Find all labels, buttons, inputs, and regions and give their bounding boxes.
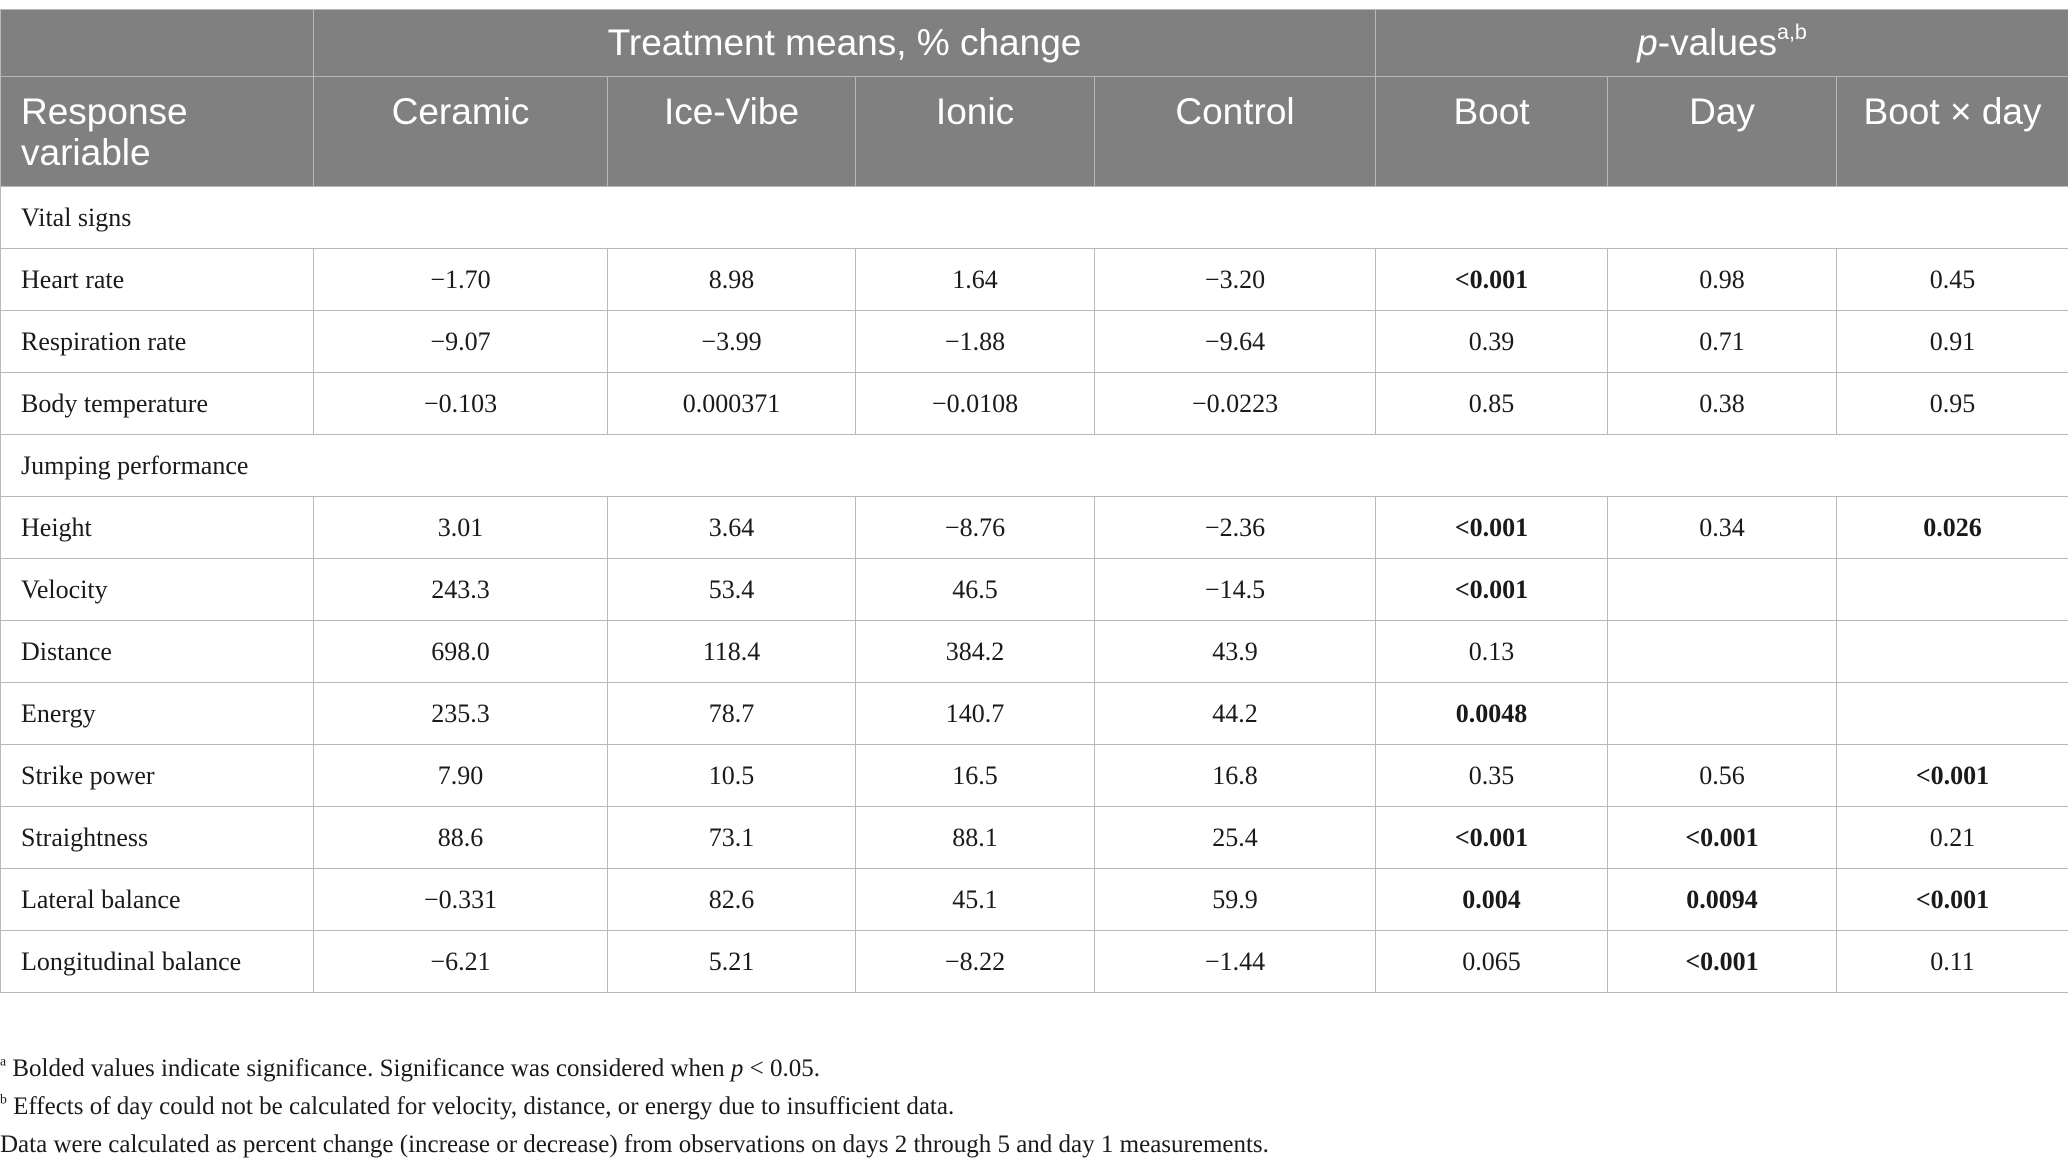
ceramic-cell: −9.07 xyxy=(314,311,608,373)
table-body xyxy=(1,187,2068,993)
section-row xyxy=(1,187,2068,249)
table-row xyxy=(1,931,2068,993)
col-boot-x-day: Boot × day xyxy=(1837,77,2068,187)
boot-x-day-p-cell: <0.001 xyxy=(1837,869,2068,931)
boot-p-cell: 0.39 xyxy=(1376,311,1608,373)
response-variable-cell: Heart rate xyxy=(1,249,314,311)
ionic-cell: −1.88 xyxy=(856,311,1095,373)
p-values-superscript: a,b xyxy=(1777,19,1807,44)
control-cell: −14.5 xyxy=(1095,559,1376,621)
boot-p-cell: 0.35 xyxy=(1376,745,1608,807)
footnote-a-text-1: Bolded values indicate significance. Significance was considered when xyxy=(6,1055,731,1082)
ionic-cell: 16.5 xyxy=(856,745,1095,807)
ionic-cell: 45.1 xyxy=(856,869,1095,931)
table-row xyxy=(1,497,2068,559)
control-cell: 25.4 xyxy=(1095,807,1376,869)
control-cell: 59.9 xyxy=(1095,869,1376,931)
table-row xyxy=(1,621,2068,683)
col-control: Control xyxy=(1095,77,1376,187)
day-p-cell: <0.001 xyxy=(1608,931,1837,993)
footnote-b xyxy=(0,1088,2068,1126)
table-row xyxy=(1,373,2068,435)
footnote-a-text-2: < 0.05. xyxy=(743,1055,820,1082)
ionic-cell: −0.0108 xyxy=(856,373,1095,435)
ionic-cell: −8.76 xyxy=(856,497,1095,559)
footnote-data-note: Data were calculated as percent change (increase or decrease) from observations on days 2 through 5 and day 1 measurements. xyxy=(0,1131,1269,1158)
section-row xyxy=(1,435,2068,497)
section-title: Jumping performance xyxy=(1,435,2068,497)
col-response-variable: Response variable xyxy=(1,77,314,187)
ionic-cell: 46.5 xyxy=(856,559,1095,621)
control-cell: 16.8 xyxy=(1095,745,1376,807)
response-variable-cell: Energy xyxy=(1,683,314,745)
control-cell: −1.44 xyxy=(1095,931,1376,993)
boot-x-day-p-cell: 0.11 xyxy=(1837,931,2068,993)
day-p-cell: 0.0094 xyxy=(1608,869,1837,931)
ionic-cell: 384.2 xyxy=(856,621,1095,683)
day-p-cell: 0.34 xyxy=(1608,497,1837,559)
response-variable-cell: Velocity xyxy=(1,559,314,621)
boot-p-cell: <0.001 xyxy=(1376,249,1608,311)
ice-vibe-cell: 73.1 xyxy=(608,807,856,869)
ionic-cell: 1.64 xyxy=(856,249,1095,311)
response-variable-cell: Distance xyxy=(1,621,314,683)
day-p-cell: 0.98 xyxy=(1608,249,1837,311)
boot-x-day-p-cell: <0.001 xyxy=(1837,745,2068,807)
day-p-cell: 0.71 xyxy=(1608,311,1837,373)
table-row xyxy=(1,249,2068,311)
ice-vibe-cell: 0.000371 xyxy=(608,373,856,435)
ceramic-cell: 243.3 xyxy=(314,559,608,621)
ice-vibe-cell: 5.21 xyxy=(608,931,856,993)
footnote-a-mark: a xyxy=(0,1053,7,1069)
control-cell: −2.36 xyxy=(1095,497,1376,559)
response-variable-cell: Lateral balance xyxy=(1,869,314,931)
header-group-row xyxy=(1,10,2068,77)
day-p-cell: 0.56 xyxy=(1608,745,1837,807)
footnote-a xyxy=(0,1050,2068,1088)
ice-vibe-cell: 78.7 xyxy=(608,683,856,745)
boot-p-cell: <0.001 xyxy=(1376,497,1608,559)
response-variable-cell: Straightness xyxy=(1,807,314,869)
day-p-cell xyxy=(1608,683,1837,745)
day-p-cell xyxy=(1608,621,1837,683)
footnotes xyxy=(0,1050,2068,1164)
table-row xyxy=(1,869,2068,931)
response-variable-cell: Respiration rate xyxy=(1,311,314,373)
ice-vibe-cell: −3.99 xyxy=(608,311,856,373)
col-ice-vibe: Ice-Vibe xyxy=(608,77,856,187)
p-italic: p xyxy=(1637,22,1658,63)
response-variable-cell: Longitudinal balance xyxy=(1,931,314,993)
ceramic-cell: −1.70 xyxy=(314,249,608,311)
response-variable-cell: Body temperature xyxy=(1,373,314,435)
col-ionic: Ionic xyxy=(856,77,1095,187)
boot-p-cell: 0.0048 xyxy=(1376,683,1608,745)
col-day: Day xyxy=(1608,77,1837,187)
section-title: Vital signs xyxy=(1,187,2068,249)
boot-x-day-p-cell: 0.95 xyxy=(1837,373,2068,435)
control-cell: −3.20 xyxy=(1095,249,1376,311)
ceramic-cell: 7.90 xyxy=(314,745,608,807)
ceramic-cell: −0.103 xyxy=(314,373,608,435)
boot-x-day-p-cell: 0.21 xyxy=(1837,807,2068,869)
boot-p-cell: 0.065 xyxy=(1376,931,1608,993)
ceramic-cell: 88.6 xyxy=(314,807,608,869)
day-p-cell: <0.001 xyxy=(1608,807,1837,869)
ceramic-cell: 3.01 xyxy=(314,497,608,559)
boot-x-day-p-cell xyxy=(1837,559,2068,621)
day-p-cell xyxy=(1608,559,1837,621)
ceramic-cell: 698.0 xyxy=(314,621,608,683)
response-variable-cell: Strike power xyxy=(1,745,314,807)
control-cell: 43.9 xyxy=(1095,621,1376,683)
table-row xyxy=(1,807,2068,869)
table-row xyxy=(1,683,2068,745)
header-column-row xyxy=(1,77,2068,187)
boot-p-cell: 0.85 xyxy=(1376,373,1608,435)
control-cell: −0.0223 xyxy=(1095,373,1376,435)
ice-vibe-cell: 8.98 xyxy=(608,249,856,311)
col-boot: Boot xyxy=(1376,77,1608,187)
p-values-label: -values xyxy=(1657,22,1778,63)
response-variable-cell: Height xyxy=(1,497,314,559)
boot-p-cell: 0.13 xyxy=(1376,621,1608,683)
control-cell: −9.64 xyxy=(1095,311,1376,373)
ceramic-cell: 235.3 xyxy=(314,683,608,745)
boot-x-day-p-cell: 0.91 xyxy=(1837,311,2068,373)
ice-vibe-cell: 118.4 xyxy=(608,621,856,683)
ice-vibe-cell: 10.5 xyxy=(608,745,856,807)
p-values-header xyxy=(1376,10,2068,77)
footnote-b-mark: b xyxy=(0,1091,7,1107)
ionic-cell: −8.22 xyxy=(856,931,1095,993)
footnote-b-text: Effects of day could not be calculated for velocity, distance, or energy due to insufficient data. xyxy=(6,1093,955,1120)
boot-p-cell: 0.004 xyxy=(1376,869,1608,931)
table-row xyxy=(1,745,2068,807)
boot-x-day-p-cell xyxy=(1837,683,2068,745)
results-table xyxy=(0,9,2068,993)
col-ceramic: Ceramic xyxy=(314,77,608,187)
treatment-means-header: Treatment means, % change xyxy=(314,10,1376,77)
boot-p-cell: <0.001 xyxy=(1376,807,1608,869)
ice-vibe-cell: 3.64 xyxy=(608,497,856,559)
ceramic-cell: −6.21 xyxy=(314,931,608,993)
ionic-cell: 140.7 xyxy=(856,683,1095,745)
boot-x-day-p-cell: 0.45 xyxy=(1837,249,2068,311)
control-cell: 44.2 xyxy=(1095,683,1376,745)
ceramic-cell: −0.331 xyxy=(314,869,608,931)
boot-x-day-p-cell: 0.026 xyxy=(1837,497,2068,559)
boot-x-day-p-cell xyxy=(1837,621,2068,683)
ice-vibe-cell: 82.6 xyxy=(608,869,856,931)
table-row xyxy=(1,559,2068,621)
footnote-a-p: p xyxy=(730,1055,744,1082)
ice-vibe-cell: 53.4 xyxy=(608,559,856,621)
boot-p-cell: <0.001 xyxy=(1376,559,1608,621)
ionic-cell: 88.1 xyxy=(856,807,1095,869)
day-p-cell: 0.38 xyxy=(1608,373,1837,435)
header-empty-cell xyxy=(1,10,314,77)
table-row xyxy=(1,311,2068,373)
